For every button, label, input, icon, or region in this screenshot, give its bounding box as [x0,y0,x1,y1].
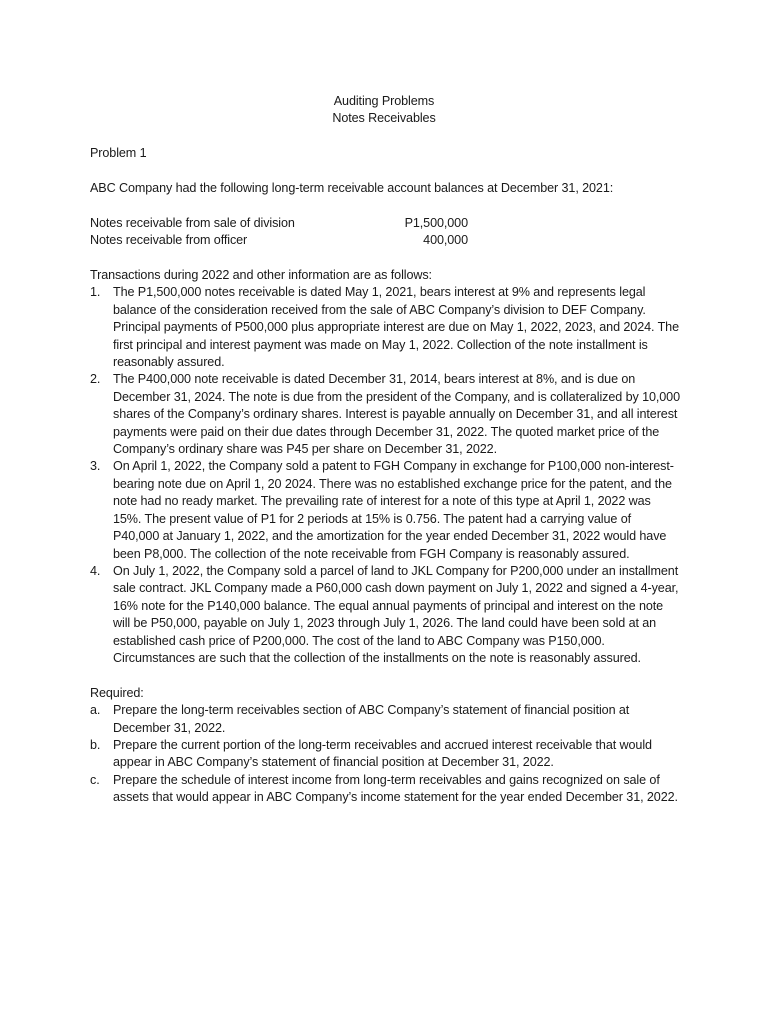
list-item [90,737,680,772]
balance-label: Notes receivable from officer [90,233,248,248]
list-item [90,563,680,667]
list-marker: a. [90,703,101,718]
problem-label: Problem 1 [90,146,147,161]
list-item [90,772,680,807]
list-marker: 4. [90,563,101,578]
balance-label: Notes receivable from sale of division [90,215,295,230]
list-item-text: Prepare the long-term receivables section of ABC Company’s statement of financial position at December 31, 2022. [113,703,630,735]
list-item [90,702,680,737]
list-marker: b. [90,737,101,752]
list-marker: 2. [90,372,101,387]
transactions-list [90,284,698,667]
list-item [90,371,680,458]
balances-table [90,215,698,250]
list-item-text: The P1,500,000 notes receivable is dated May 1, 2021, bears interest at 9% and represents legal balance of the consideration received from the sale of ABC Company’s division to DEF Company. Principal payments of P500,000 plus appropriate interest are due on May 1, 2022, 2023, and 2024. The first principal and interest payment was made on May 1, 2022. Collection of the note installment is reasonably assured. [113,285,679,370]
balance-row [90,232,468,249]
list-item [90,458,680,562]
list-item-text: The P400,000 note receivable is dated December 31, 2014, bears interest at 8%, and is due on December 31, 2024. The note is due from the president of the Company, and is collateralized by 10,000 shares of the Company’s ordinary shares. Interest is payable annually on December 31, and all interest payments were paid on their due dates through December 31, 2022. The quoted market price of the Company’s ordinary share was P45 per share on December 31, 2022. [113,372,680,457]
document-subtitle: Notes Receivables [332,111,436,126]
list-item-text: On July 1, 2022, the Company sold a parcel of land to JKL Company for P200,000 under an installment sale contract. JKL Company made a P60,000 cash down payment on July 1, 2022 and signed a 4-year, 16% note for the P140,000 balance. The equal annual payments of principal and interest on the note will be P50,000, payable on July 1, 2023 through July 1, 2026. The land could have been sold at an established cash price of P200,000. The cost of the land to ABC Company was P150,000. Circumstances are such that the collection of the installments on the note is reasonably assured. [113,563,679,665]
title-block [90,93,678,128]
list-marker: 1. [90,285,101,300]
required-list [90,702,698,806]
list-item-text: Prepare the current portion of the long-term receivables and accrued interest receivable that would appear in ABC Company’s statement of financial position at December 31, 2022. [113,737,652,770]
list-marker: c. [90,772,100,787]
balance-value: 400,000 [423,233,468,248]
required-label: Required: [90,685,144,700]
list-item-text: Prepare the schedule of interest income from long-term receivables and gains recognized on sale of assets that would appear in ABC Company’s income statement for the year ended December 31, 2022. [113,772,678,805]
transactions-intro: Transactions during 2022 and other information are as follows: [90,268,432,282]
balance-row [90,215,468,232]
balance-value: P1,500,000 [404,215,468,230]
problem-intro: ABC Company had the following long-term receivable account balances at December 31, 2021: [90,181,614,195]
list-marker: 3. [90,459,101,474]
list-item-text: On April 1, 2022, the Company sold a patent to FGH Company in exchange for P100,000 non-interest-bearing note due on April 1, 20 2024. There was no established exchange price for the patent, and the note had no ready market. The prevailing rate of interest for a note of this type at April 1, 2022 was 15%. The present value of P1 for 2 periods at 15% is 0.756. The patent had a carrying value of P40,000 at January 1, 2022, and the amortization for the year ended December 31, 2022 would have been P8,000. The collection of the note receivable from FGH Company is reasonably assured. [113,459,674,561]
document-title: Auditing Problems [333,94,435,108]
list-item [90,284,680,371]
